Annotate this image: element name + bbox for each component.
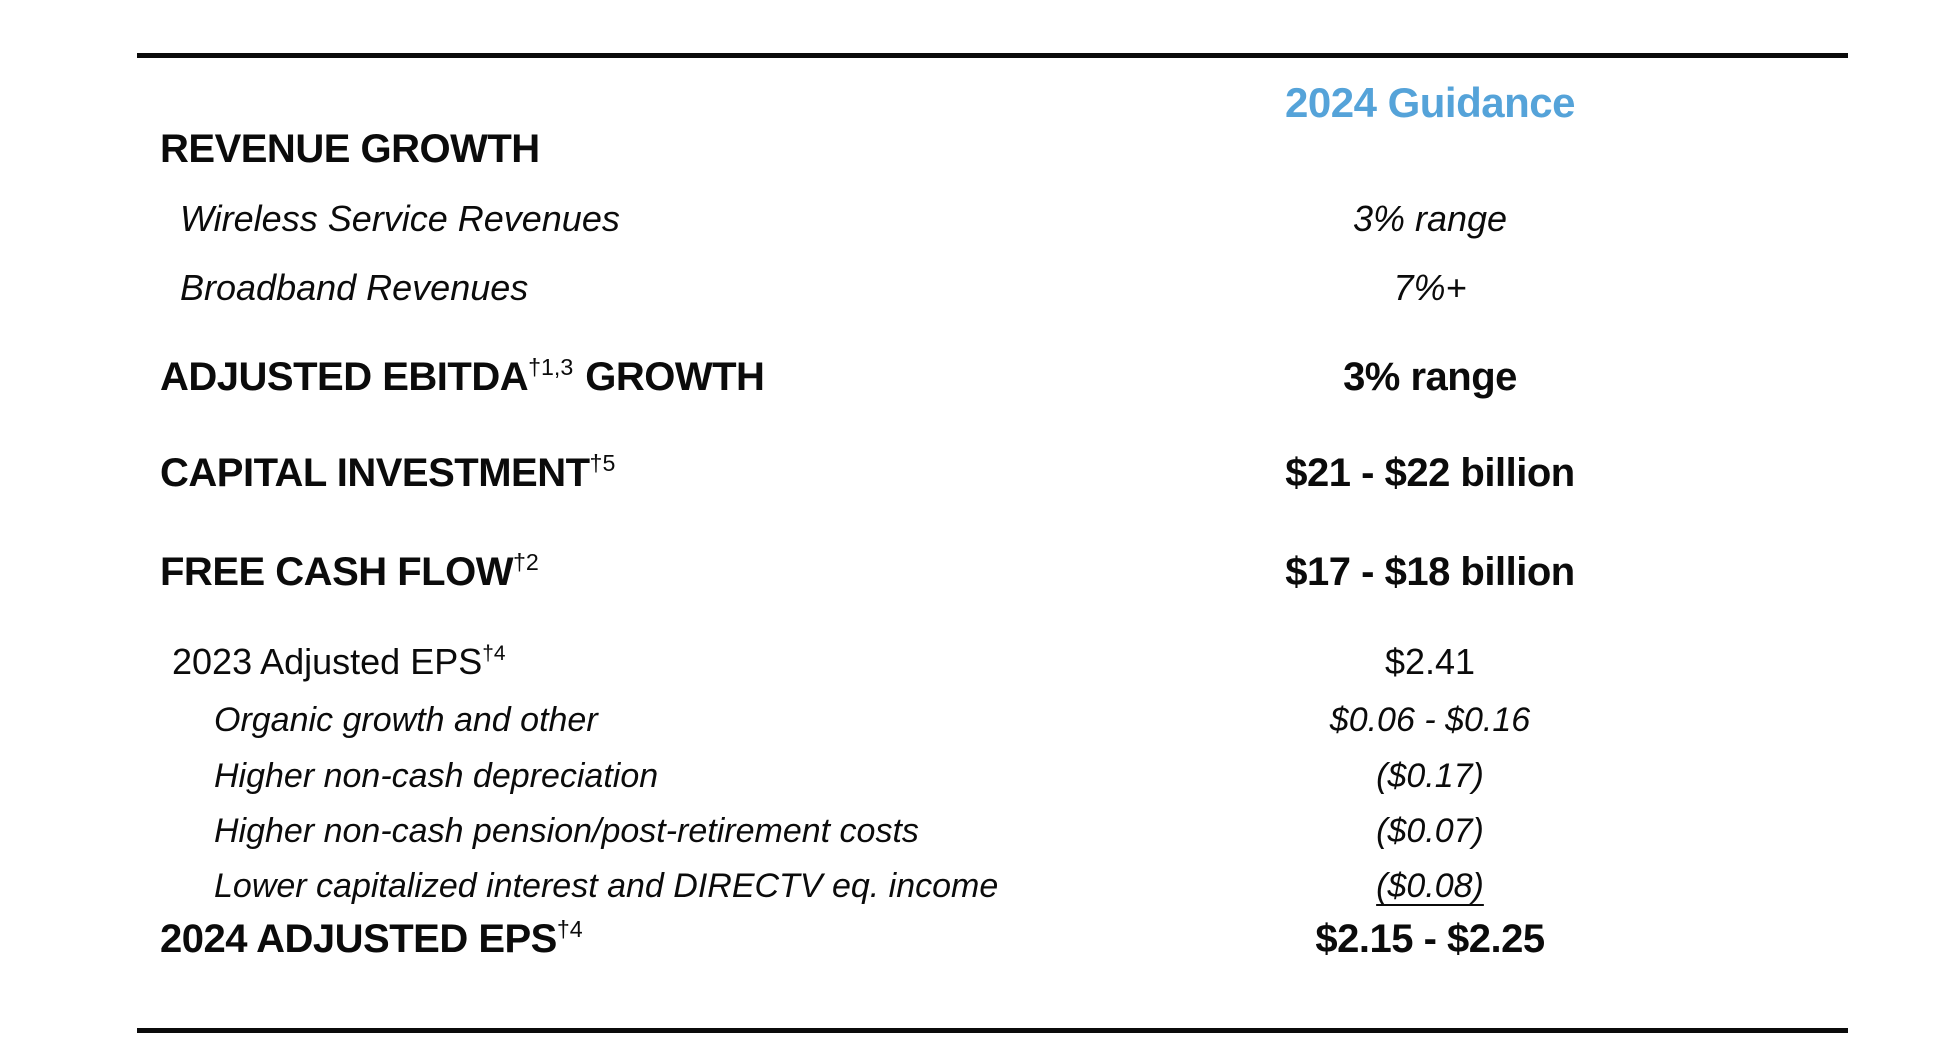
row-label [160, 353, 765, 399]
row-label-text: 2024 ADJUSTED EPS [160, 917, 557, 961]
row-label-text2: GROWTH [585, 355, 765, 399]
footnote-marker: †5 [589, 449, 616, 476]
row-label [160, 449, 616, 495]
column-header-2024-guidance: 2024 Guidance [1285, 79, 1575, 126]
row-label: Lower capitalized interest and DIRECTV eq. income [214, 867, 999, 905]
footnote-marker: †2 [512, 548, 539, 575]
row-value: ($0.17) [1376, 757, 1484, 795]
row-value: 7%+ [1393, 267, 1467, 308]
row-label [160, 548, 539, 594]
row-value: $2.15 - $2.25 [1315, 917, 1545, 961]
row-label: Higher non-cash depreciation [214, 757, 659, 795]
footnote-marker: †4 [556, 915, 583, 942]
row-label-text: CAPITAL INVESTMENT [160, 451, 590, 495]
row-value: $0.06 - $0.16 [1329, 701, 1531, 739]
row-label-text: 2023 Adjusted EPS [172, 641, 483, 682]
row-value: 3% range [1343, 355, 1517, 399]
row-value-underlined: ($0.08) [1376, 867, 1484, 905]
row-label [172, 641, 506, 682]
row-label [160, 915, 583, 961]
row-value: $2.41 [1384, 641, 1476, 682]
row-label: Broadband Revenues [180, 267, 529, 308]
footnote-marker: †4 [482, 642, 506, 666]
row-value: 3% range [1352, 198, 1508, 239]
bottom-rule [137, 1028, 1848, 1033]
row-label: Organic growth and other [214, 701, 598, 739]
top-rule [137, 53, 1848, 58]
row-value: $21 - $22 billion [1285, 451, 1575, 495]
row-label: Wireless Service Revenues [180, 198, 620, 239]
row-value: ($0.07) [1376, 812, 1484, 850]
row-value: $17 - $18 billion [1285, 550, 1575, 594]
row-label: REVENUE GROWTH [160, 127, 540, 171]
row-label: Higher non-cash pension/post-retirement costs [214, 812, 919, 850]
row-label-text: FREE CASH FLOW [160, 550, 513, 594]
footnote-marker: †1,3 [528, 353, 574, 380]
row-label-text: ADJUSTED EBITDA [160, 355, 529, 399]
